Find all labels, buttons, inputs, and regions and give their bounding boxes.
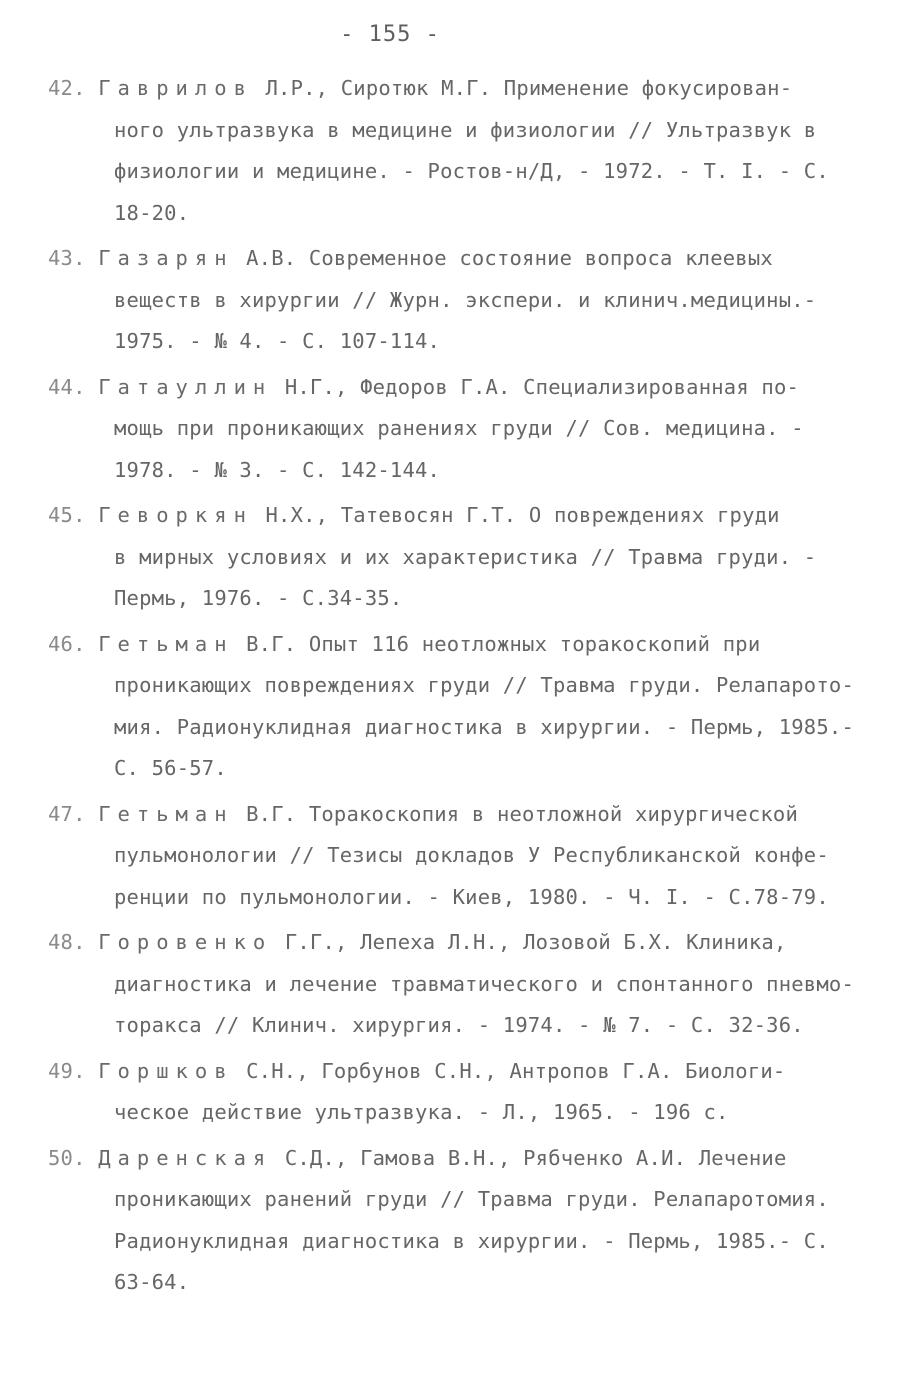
entry-text: ренции по пульмонологии. - Киев, 1980. - Ч. I. - С.78-79. xyxy=(114,884,829,909)
entry-text: мия. Радионуклидная диагностика в хирургии. - Пермь, 1985.- xyxy=(114,714,854,739)
entry-author: Гетьман xyxy=(98,631,234,656)
page-number: - 155 - xyxy=(340,22,440,47)
entry-text: С.Н., Горбунов С.Н., Антропов Г.А. Биологи- xyxy=(233,1058,786,1083)
bibliography-entry-43 xyxy=(48,238,878,363)
entry-text: ческое действие ультразвука. - Л., 1965. - 196 с. xyxy=(114,1100,729,1124)
entry-text: С. 56-57. xyxy=(114,756,227,780)
entry-author: Гетьман xyxy=(98,801,234,826)
bibliography-entry-47 xyxy=(48,794,878,919)
bibliography-entry-50 xyxy=(48,1138,878,1304)
entry-text: А.В. Современное состояние вопроса клеевых xyxy=(233,246,773,270)
entry-first-line xyxy=(48,794,878,836)
entry-text: пульмонологии // Тезисы докладов У Республиканской конфе- xyxy=(114,843,829,867)
entry-text: В.Г. Опыт 116 неотложных торакоскопий при xyxy=(233,631,761,656)
entry-author: Горшков xyxy=(98,1058,234,1083)
bibliography-entry-49 xyxy=(48,1051,878,1134)
entry-first-line xyxy=(48,238,878,280)
entry-author: Гатауллин xyxy=(98,374,273,399)
entry-number: 42. xyxy=(48,76,86,100)
entry-text: Н.Х., Татевосян Г.Т. О повреждениях груди xyxy=(252,503,780,527)
entry-text: мощь при проникающих ранениях груди // Сов. медицина. - xyxy=(114,416,804,440)
entry-first-line xyxy=(48,68,878,110)
entry-first-line xyxy=(48,367,878,409)
entry-text: ного ультразвука в медицине и физиологии // Ультразвук в xyxy=(114,117,817,142)
entry-text: физиологии и медицине. - Ростов-н/Д, - 1972. - Т. I. - С. xyxy=(114,159,829,183)
entry-number: 45. xyxy=(48,503,86,527)
entry-number: 44. xyxy=(48,374,86,399)
bibliography-entry-48 xyxy=(48,922,878,1047)
entry-text: 63-64. xyxy=(114,1270,190,1294)
entry-first-line xyxy=(48,1138,878,1180)
entry-author: Газарян xyxy=(98,246,234,270)
entry-text: С.Д., Гамова В.Н., Рябченко А.И. Лечение xyxy=(272,1145,787,1170)
bibliography-entry-42 xyxy=(48,68,878,234)
entry-first-line xyxy=(48,922,878,964)
entry-text: 18-20. xyxy=(114,200,190,225)
entry-text: торакса // Клинич. хирургия. - 1974. - № 7. - С. 32-36. xyxy=(114,1013,804,1037)
entry-text: проникающих ранений груди // Травма груди. Релапаротомия. xyxy=(114,1187,829,1211)
entry-text: проникающих повреждениях груди // Травма груди. Релапарото- xyxy=(114,673,854,697)
entry-number: 49. xyxy=(48,1058,86,1083)
bibliography-list xyxy=(48,68,878,1308)
entry-number: 46. xyxy=(48,631,86,656)
entry-first-line xyxy=(48,495,878,537)
entry-author: Гаврилов xyxy=(98,76,253,100)
entry-number: 47. xyxy=(48,801,86,826)
entry-text: диагностика и лечение травматического и спонтанного пневмо- xyxy=(114,971,854,996)
entry-text: веществ в хирургии // Журн. экспери. и клинич.медицины.- xyxy=(114,287,817,312)
entry-author: Даренская xyxy=(98,1145,273,1170)
entry-first-line xyxy=(48,1051,878,1093)
entry-text: Пермь, 1976. - С.34-35. xyxy=(114,586,403,610)
entry-number: 50. xyxy=(48,1145,86,1170)
bibliography-entry-45 xyxy=(48,495,878,620)
entry-text: Н.Г., Федоров Г.А. Специализированная по- xyxy=(272,374,800,399)
entry-first-line xyxy=(48,624,878,666)
entry-text: 1978. - № 3. - С. 142-144. xyxy=(114,457,441,482)
entry-number: 43. xyxy=(48,246,86,270)
entry-number: 48. xyxy=(48,930,86,954)
entry-text: 1975. - № 4. - С. 107-114. xyxy=(114,329,441,353)
entry-text: Радионуклидная диагностика в хирургии. - Пермь, 1985.- С. xyxy=(114,1228,829,1253)
entry-author: Горовенко xyxy=(98,930,273,954)
entry-text: Л.Р., Сиротюк М.Г. Применение фокусирован- xyxy=(252,76,793,100)
entry-text: Г.Г., Лепеха Л.Н., Лозовой Б.Х. Клиника, xyxy=(272,930,787,954)
bibliography-entry-46 xyxy=(48,624,878,790)
entry-text: В.Г. Торакоскопия в неотложной хирургической xyxy=(233,801,798,826)
entry-author: Геворкян xyxy=(98,503,253,527)
bibliography-entry-44 xyxy=(48,367,878,492)
entry-text: в мирных условиях и их характеристика // Травма груди. - xyxy=(114,544,817,569)
